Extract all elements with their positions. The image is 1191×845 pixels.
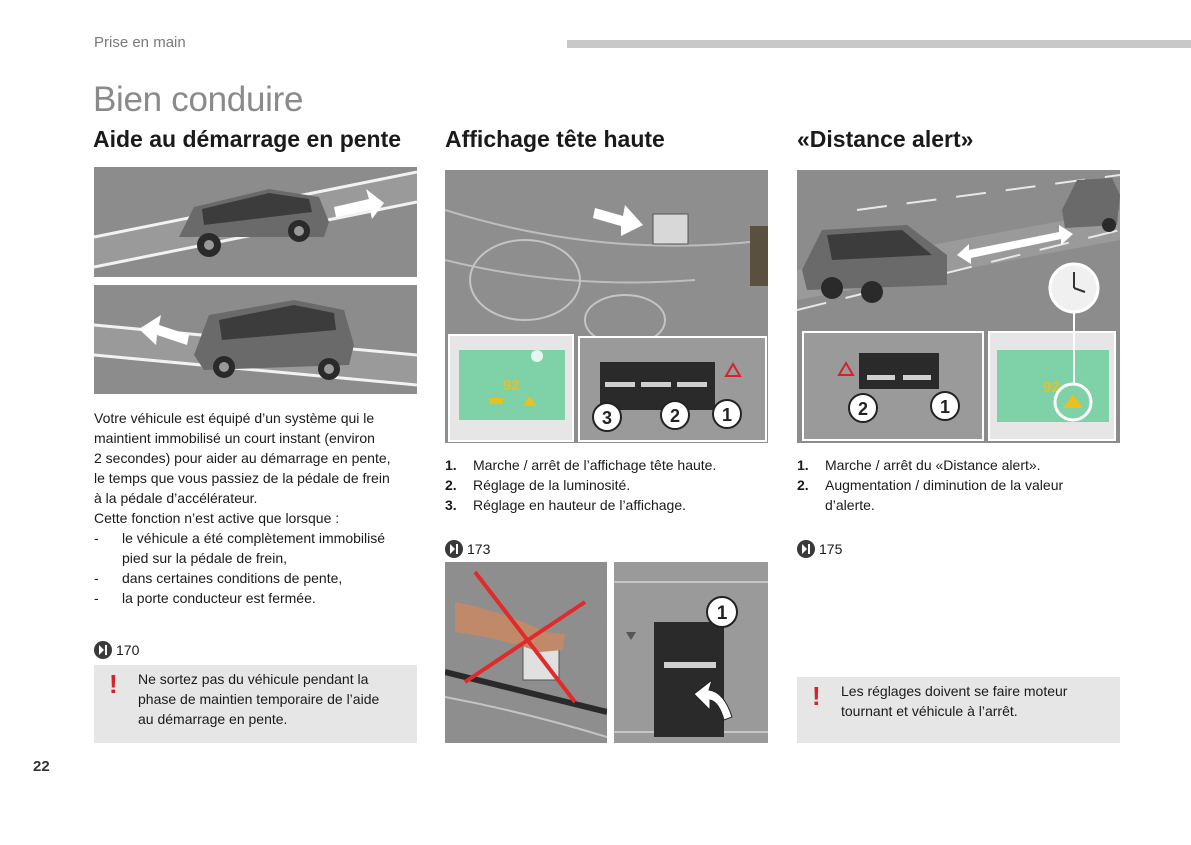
hill-start-uphill-illustration (94, 167, 417, 277)
callout-number: 1 (716, 603, 728, 624)
warning-box (94, 665, 417, 743)
distance-alert-controls-list (797, 455, 1127, 515)
warning-line: Les réglages doivent se faire moteur (841, 683, 1068, 699)
warning-line: tournant et véhicule à l’arrêt. (841, 703, 1018, 719)
col1-title: Aide au démarrage en pente (93, 126, 402, 152)
callout-number: 3 (601, 408, 613, 428)
paragraph-line: le temps que vous passiez de la pédale de frein (94, 470, 390, 486)
distance-alert-illustration (797, 170, 1120, 443)
paragraph-line: 2 secondes) pour aider au démarrage en pente, (94, 450, 391, 466)
hud-speed: 92 (503, 377, 520, 394)
hud-controls-list (445, 455, 775, 515)
hud-speed: 92 (1043, 379, 1060, 396)
section-label: Prise en main (94, 34, 186, 51)
list-item: 2. Augmentation / diminution de la valeur d’alerte. (797, 477, 1064, 513)
hill-start-description (94, 408, 424, 608)
page-reference-175[interactable] (797, 540, 842, 558)
page-ref-number: 175 (819, 541, 843, 557)
callout-number: 1 (939, 397, 951, 417)
list-item: - la porte conducteur est fermée. (94, 588, 412, 608)
hud-height-adjust-illustration (445, 562, 607, 743)
callout-number: 1 (721, 405, 733, 425)
page-ref-icon (94, 641, 112, 659)
paragraph-line: Votre véhicule est équipé d’un système qui le (94, 410, 375, 426)
hill-start-reverse-illustration (94, 285, 417, 394)
page-reference-173[interactable] (445, 540, 490, 558)
page-ref-icon (797, 540, 815, 558)
list-item: 2. Réglage de la luminosité. (445, 477, 631, 493)
paragraph-line: Cette fonction n’est active que lorsque : (94, 510, 340, 526)
list-item: 3. Réglage en hauteur de l’affichage. (445, 497, 687, 513)
page-ref-number: 173 (467, 541, 491, 557)
paragraph-line: maintient immobilisé un court instant (environ (94, 430, 375, 446)
conditions-list (94, 528, 412, 608)
page-title: Bien conduire (93, 80, 304, 119)
head-up-display-illustration (445, 170, 768, 443)
list-item: 1. Marche / arrêt du «Distance alert». (797, 457, 1041, 473)
page-ref-icon (445, 540, 463, 558)
hud-button-illustration (614, 562, 768, 743)
col2-title: Affichage tête haute (445, 126, 665, 152)
list-item: - le véhicule a été complètement immobilisé pied sur la pédale de frein, (94, 528, 412, 568)
page-number: 22 (33, 758, 50, 775)
callout-number: 2 (857, 399, 869, 419)
header-rule (567, 40, 1191, 48)
warning-text (138, 669, 379, 729)
paragraph-line: à la pédale d’accélérateur. (94, 490, 258, 506)
col3-title: «Distance alert» (797, 126, 974, 152)
warning-line: phase de maintien temporaire de l’aide (138, 691, 380, 707)
page-reference-170[interactable] (94, 641, 139, 659)
warning-line: Ne sortez pas du véhicule pendant la (138, 671, 369, 687)
warning-line: au démarrage en pente. (138, 711, 288, 727)
list-item: - dans certaines conditions de pente, (94, 568, 412, 588)
warning-icon: ! (812, 681, 821, 711)
page-ref-number: 170 (116, 642, 140, 658)
warning-text (841, 681, 1067, 721)
list-item: 1. Marche / arrêt de l’affichage tête haute. (445, 457, 717, 473)
callout-number: 2 (669, 406, 681, 426)
warning-icon: ! (109, 669, 118, 699)
warning-box (797, 677, 1120, 743)
